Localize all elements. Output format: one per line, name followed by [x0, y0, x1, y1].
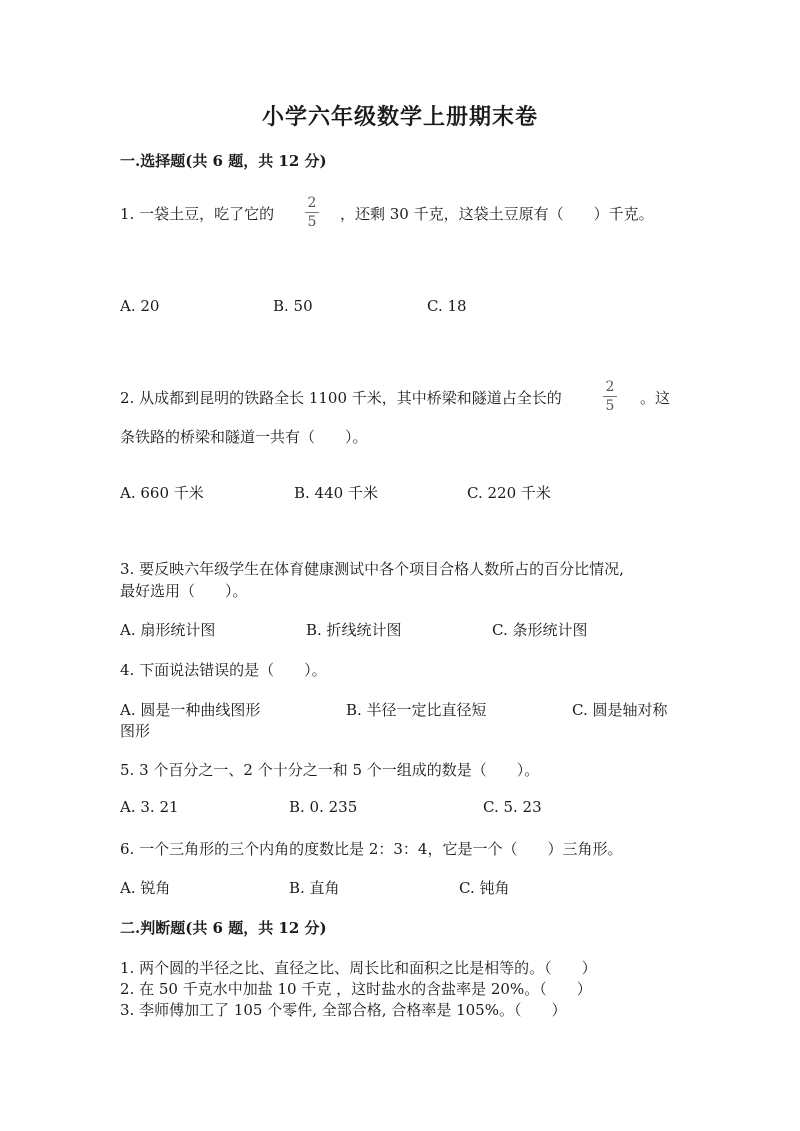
- question-3-option-b: B. 折线统计图: [306, 621, 402, 639]
- question-4-option-c-wrap: 图形: [120, 722, 151, 740]
- fraction-numerator: 2: [605, 379, 615, 395]
- question-2-option-a: A. 660 千米: [120, 484, 204, 502]
- question-2-stem-line2: 条铁路的桥梁和隧道一共有（ ）。: [120, 428, 368, 446]
- question-4-option-a: A. 圆是一种曲线图形: [120, 701, 261, 719]
- question-3-stem-line2: 最好选用（ ）。: [120, 582, 248, 600]
- judgement-item-2: 2. 在 50 千克水中加盐 10 千克 ，这时盐水的含盐率是 20%。（ ）: [120, 980, 592, 998]
- question-6-stem: 6. 一个三角形的三个内角的度数比是 2：3：4，它是一个（ ）三角形。: [120, 840, 623, 858]
- question-4-option-c: C. 圆是轴对称: [572, 701, 668, 719]
- page-title: 小学六年级数学上册期末卷: [261, 104, 538, 130]
- section-heading-choice: 一.选择题(共 6 题，共 12 分): [120, 152, 327, 170]
- question-6-option-a: A. 锐角: [120, 879, 171, 897]
- question-5-option-b: B. 0. 235: [289, 798, 358, 816]
- question-4-stem: 4. 下面说法错误的是（ ）。: [120, 661, 327, 679]
- question-1-option-c: C. 18: [427, 297, 467, 315]
- question-3-stem-line1: 3. 要反映六年级学生在体育健康测试中各个项目合格人数所占的百分比情况,: [120, 560, 624, 578]
- question-1-option-a: A. 20: [120, 297, 160, 315]
- question-2-option-b: B. 440 千米: [294, 484, 378, 502]
- question-6-option-b: B. 直角: [289, 879, 340, 897]
- section-heading-true-false: 二.判断题(共 6 题，共 12 分): [120, 919, 327, 937]
- question-3-option-c: C. 条形统计图: [492, 621, 588, 639]
- question-2-option-c: C. 220 千米: [467, 484, 551, 502]
- question-5-option-c: C. 5. 23: [483, 798, 542, 816]
- question-1-fraction: [303, 196, 321, 229]
- judgement-item-1: 1. 两个圆的半径之比、直径之比、周长比和面积之比是相等的。（ ）: [120, 959, 597, 977]
- question-1-stem-end: ，还剩 30 千克，这袋土豆原有（ ）千克。: [340, 205, 654, 223]
- question-2-fraction: [601, 380, 619, 413]
- question-4-option-b: B. 半径一定比直径短: [346, 701, 487, 719]
- question-1-option-b: B. 50: [273, 297, 313, 315]
- question-1-stem-start: 1. 一袋土豆，吃了它的: [120, 205, 275, 223]
- question-2-stem-end: 。这: [640, 389, 671, 407]
- fraction-denominator: 5: [307, 214, 317, 230]
- judgement-item-3: 3. 李师傅加工了 105 个零件, 全部合格, 合格率是 105%。（ ）: [120, 1001, 567, 1019]
- fraction-numerator: 2: [307, 195, 317, 211]
- fraction-denominator: 5: [605, 398, 615, 414]
- question-6-option-c: C. 钝角: [459, 879, 510, 897]
- question-5-option-a: A. 3. 21: [120, 798, 179, 816]
- question-3-option-a: A. 扇形统计图: [120, 621, 216, 639]
- question-5-stem: 5. 3 个百分之一、2 个十分之一和 5 个一组成的数是（ ）。: [120, 761, 540, 779]
- question-2-stem-start: 2. 从成都到昆明的铁路全长 1100 千米，其中桥梁和隧道占全长的: [120, 389, 562, 407]
